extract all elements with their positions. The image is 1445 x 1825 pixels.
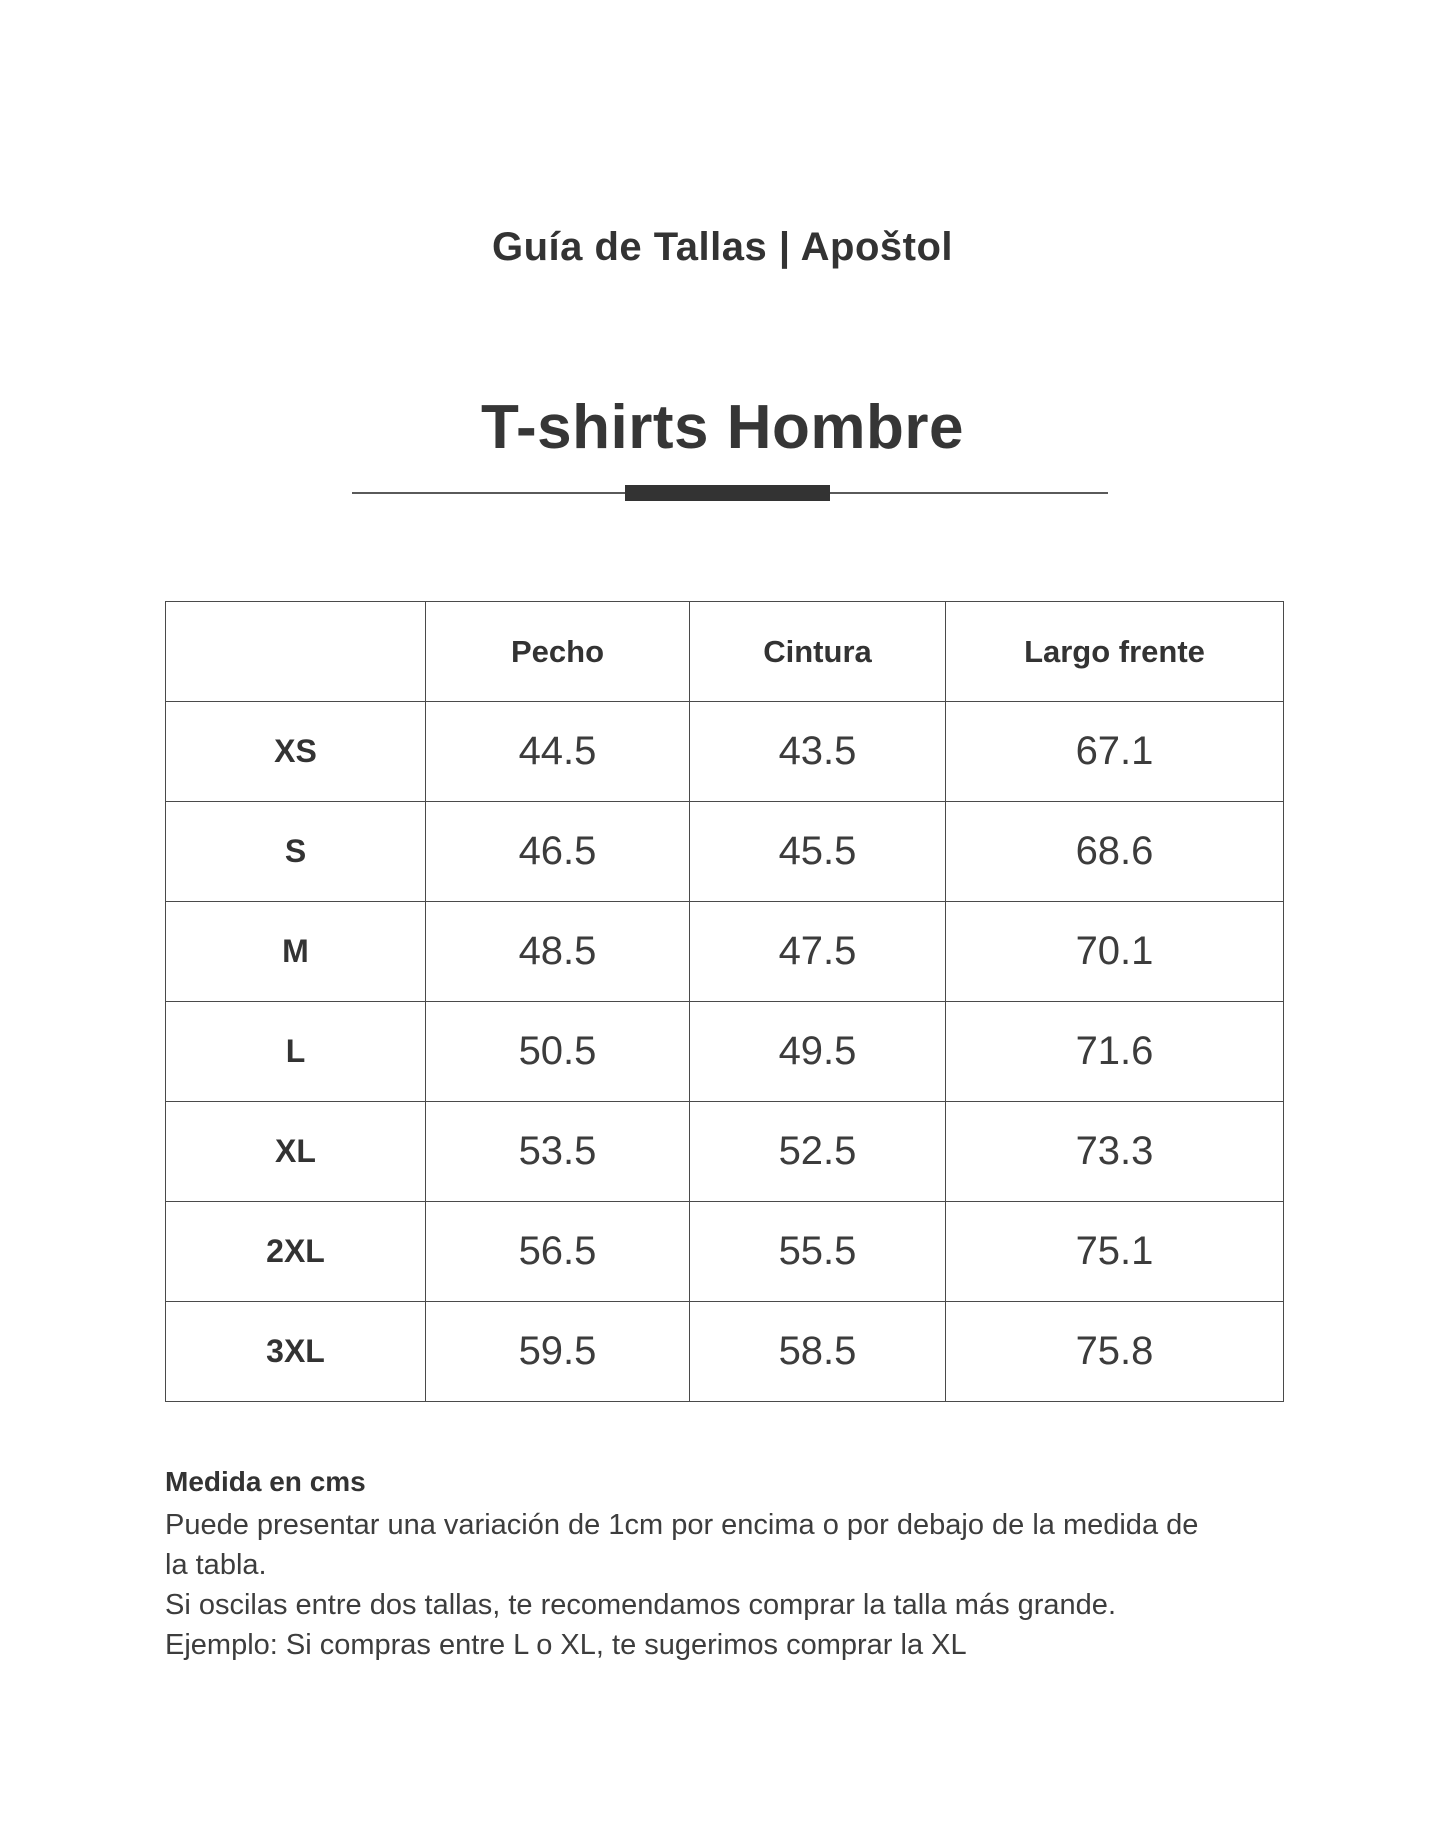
largo-frente-value: 75.1 bbox=[946, 1202, 1284, 1302]
cintura-value: 43.5 bbox=[690, 702, 946, 802]
table-row-m bbox=[166, 902, 1284, 1002]
table-row-s bbox=[166, 802, 1284, 902]
pecho-value: 44.5 bbox=[426, 702, 690, 802]
size-label: 3XL bbox=[166, 1302, 426, 1402]
pecho-value: 46.5 bbox=[426, 802, 690, 902]
largo-frente-value: 70.1 bbox=[946, 902, 1284, 1002]
table-header-row bbox=[166, 602, 1284, 702]
size-label: 2XL bbox=[166, 1202, 426, 1302]
column-header-size bbox=[166, 602, 426, 702]
largo-frente-value: 68.6 bbox=[946, 802, 1284, 902]
size-label: XS bbox=[166, 702, 426, 802]
largo-frente-value: 75.8 bbox=[946, 1302, 1284, 1402]
cintura-value: 52.5 bbox=[690, 1102, 946, 1202]
pecho-value: 48.5 bbox=[426, 902, 690, 1002]
size-label: S bbox=[166, 802, 426, 902]
notes-section bbox=[165, 1463, 1325, 1665]
size-label: L bbox=[166, 1002, 426, 1102]
size-label: M bbox=[166, 902, 426, 1002]
table-row-xs bbox=[166, 702, 1284, 802]
table-row-3xl bbox=[166, 1302, 1284, 1402]
brand-header: Guía de Tallas | Apoštol bbox=[491, 225, 954, 269]
pecho-value: 59.5 bbox=[426, 1302, 690, 1402]
cintura-value: 55.5 bbox=[690, 1202, 946, 1302]
notes-line-1: Puede presentar una variación de 1cm por encima o por debajo de la medida de bbox=[165, 1509, 1199, 1541]
column-header-largo-frente: Largo frente bbox=[946, 602, 1284, 702]
pecho-value: 53.5 bbox=[426, 1102, 690, 1202]
pecho-value: 50.5 bbox=[426, 1002, 690, 1102]
size-table bbox=[165, 601, 1284, 1402]
cintura-value: 45.5 bbox=[690, 802, 946, 902]
largo-frente-value: 73.3 bbox=[946, 1102, 1284, 1202]
table-row-xl bbox=[166, 1102, 1284, 1202]
largo-frente-value: 67.1 bbox=[946, 702, 1284, 802]
column-header-cintura: Cintura bbox=[690, 602, 946, 702]
largo-frente-value: 71.6 bbox=[946, 1002, 1284, 1102]
cintura-value: 58.5 bbox=[690, 1302, 946, 1402]
cintura-value: 49.5 bbox=[690, 1002, 946, 1102]
notes-line-2: la tabla. bbox=[165, 1549, 267, 1581]
notes-title: Medida en cms bbox=[165, 1466, 366, 1497]
column-header-pecho: Pecho bbox=[426, 602, 690, 702]
pecho-value: 56.5 bbox=[426, 1202, 690, 1302]
divider-bar bbox=[625, 485, 830, 501]
cintura-value: 47.5 bbox=[690, 902, 946, 1002]
page-title: T-shirts Hombre bbox=[481, 393, 964, 462]
size-label: XL bbox=[166, 1102, 426, 1202]
notes-line-3: Si oscilas entre dos tallas, te recomendamos comprar la talla más grande. bbox=[165, 1589, 1116, 1621]
notes-line-4: Ejemplo: Si compras entre L o XL, te sugerimos comprar la XL bbox=[165, 1629, 967, 1661]
title-divider bbox=[0, 485, 1445, 501]
table-row-l bbox=[166, 1002, 1284, 1102]
table-row-2xl bbox=[166, 1202, 1284, 1302]
